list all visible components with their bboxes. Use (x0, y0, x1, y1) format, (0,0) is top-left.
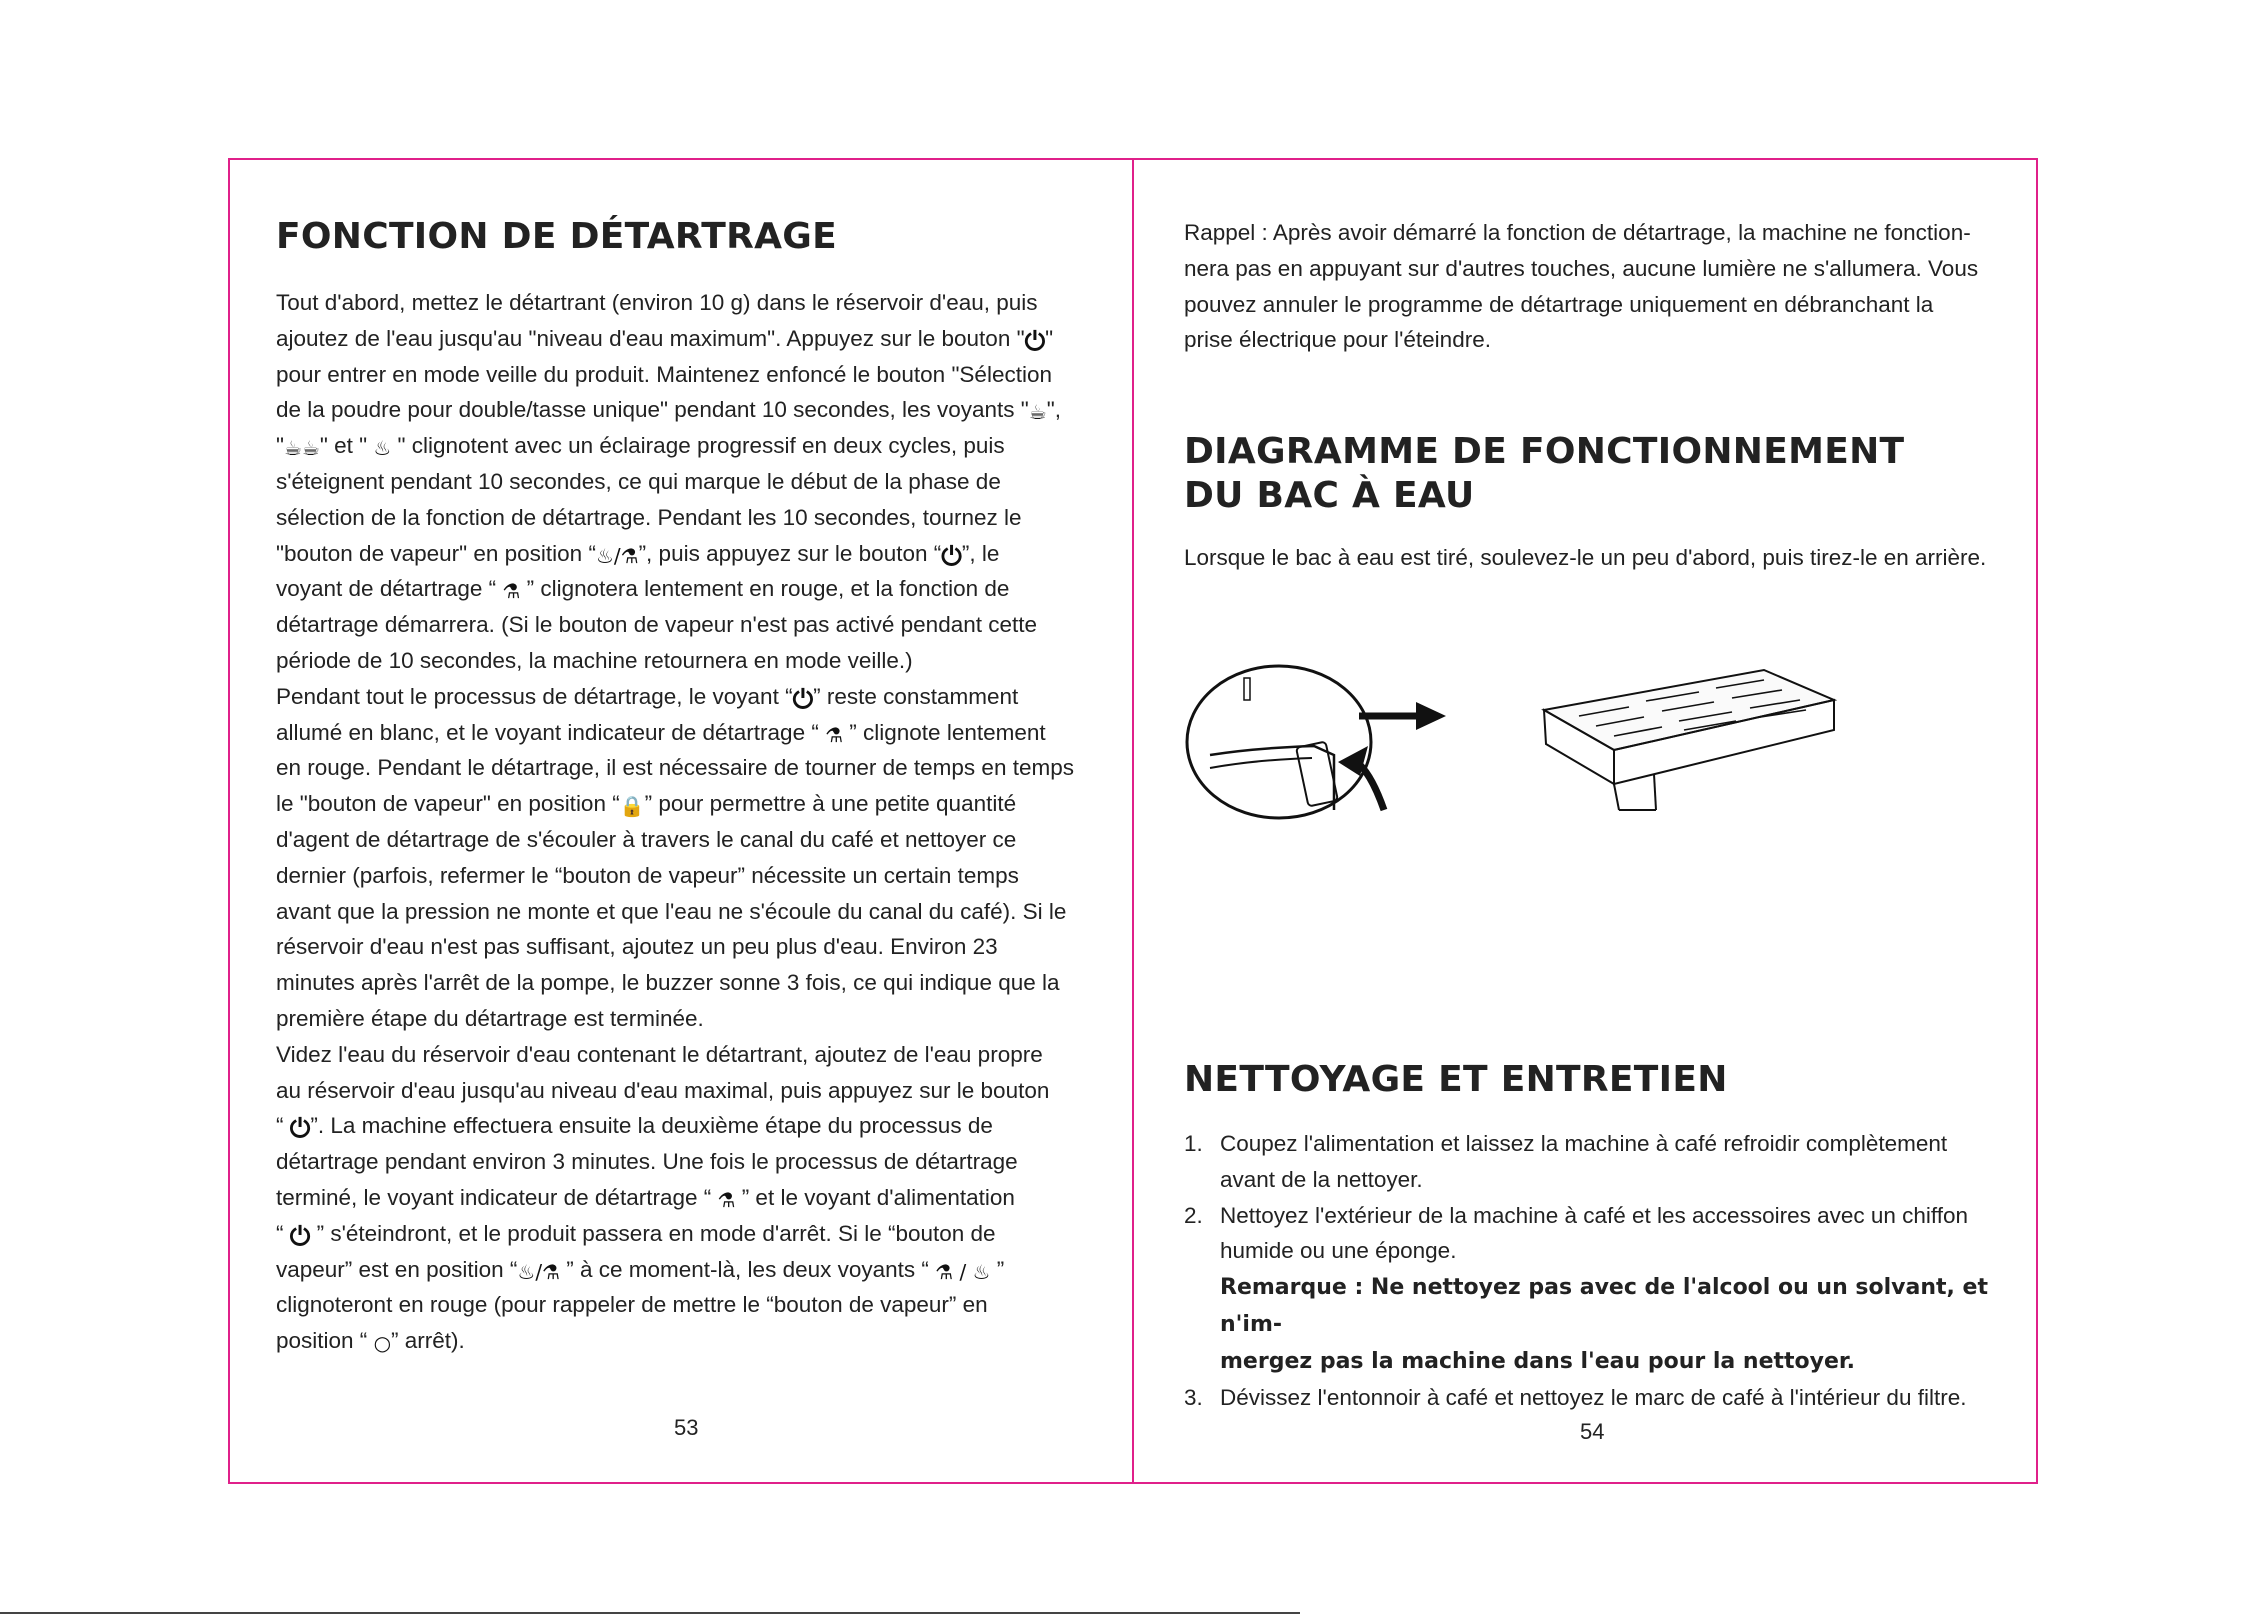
text-line (276, 1323, 1098, 1359)
text-line (276, 965, 1098, 1001)
text-segment: ” arrêt). (391, 1328, 465, 1354)
off-icon: ○ (373, 1331, 392, 1356)
text-line (276, 894, 1098, 930)
text-segment: “ (276, 1220, 290, 1246)
text-line (276, 357, 1098, 393)
text-line (276, 321, 1098, 357)
text-segment: allumé en blanc, et le voyant indicateur de détartrage “ (276, 719, 826, 745)
text-line (276, 786, 1098, 822)
text-segment: s'éteignent pendant 10 secondes, ce qui marque le début de la phase de (276, 468, 1001, 494)
text-line (276, 750, 1098, 786)
text-line (276, 428, 1098, 464)
right-page (1184, 215, 2014, 1415)
text-segment: ” s'éteindront, et le produit passera en mode d'arrêt. Si le “bouton de (310, 1220, 996, 1246)
page-divider (1132, 158, 1134, 1484)
water-tray-illustration (1184, 660, 2014, 880)
text-segment: terminé, le voyant indicateur de détartrage “ (276, 1184, 718, 1210)
text-line (276, 500, 1098, 536)
text-line (276, 571, 1098, 607)
text-segment: détartrage démarrera. (Si le bouton de vapeur n'est pas activé pendant cette (276, 612, 1038, 638)
single-cup-icon: ☕ (1028, 400, 1047, 425)
descale-steam-icon: ⚗ / ♨ (935, 1259, 991, 1284)
text-segment: ” et le voyant d'alimentation (735, 1184, 1015, 1210)
reminder-paragraph (1184, 215, 2014, 358)
text-segment: ", (1046, 397, 1061, 423)
text-segment: " (1045, 325, 1054, 351)
text-line (276, 822, 1098, 858)
descale-icon: ⚗ (825, 722, 844, 747)
text-segment: voyant de détartrage “ (276, 576, 503, 602)
cleaning-title: NETTOYAGE ET ENTRETIEN (1184, 1058, 1728, 1100)
text-line (276, 1073, 1098, 1109)
text-segment: ajoutez de l'eau jusqu'au "niveau d'eau maximum". Appuyez sur le bouton " (276, 325, 1025, 351)
power-icon: ⏻ (289, 1221, 311, 1252)
text-segment: ” (990, 1256, 1005, 1282)
reminder-line: pouvez annuler le programme de détartrage uniquement en débranchant la (1184, 291, 1934, 317)
text-segment: Videz l'eau du réservoir d'eau contenant le détartrant, ajoutez de l'eau propre (276, 1041, 1043, 1067)
text-segment: période de 10 secondes, la machine retournera en mode veille.) (276, 647, 913, 673)
text-line (276, 1216, 1098, 1252)
text-line (276, 643, 1098, 679)
descaling-instructions (276, 285, 1098, 1359)
text-segment: " et " (319, 433, 374, 459)
text-segment: d'agent de détartrage de s'écouler à travers le canal du café et nettoyer ce (276, 826, 1017, 852)
text-segment: le "bouton de vapeur" en position “ (276, 791, 620, 817)
power-icon: ⏻ (1024, 326, 1046, 357)
text-line (276, 392, 1098, 428)
cleaning-remark: Remarque : Ne nettoyez pas avec de l'alcool ou un solvant, et n'im- (1220, 1275, 1988, 1337)
page-number-left: 53 (674, 1415, 699, 1440)
power-icon: ⏻ (792, 684, 814, 715)
text-segment: pour entrer en mode veille du produit. Maintenez enfoncé le bouton "Sélection (276, 361, 1052, 387)
text-line (276, 285, 1098, 321)
text-segment: ” clignote lentement (843, 719, 1046, 745)
descale-icon: ⚗ (502, 579, 521, 604)
steam-descale-icon: ♨/⚗ (595, 543, 639, 568)
text-line (276, 1180, 1098, 1216)
list-item: 2. Nettoyez l'extérieur de la machine à café et les accessoires avec un chiffon humide ou une éponge. Remarque : Ne nettoyez pas avec de l'alcool ou un solvant, et n'im- mergez pas la machine dans l'eau pour la nettoyer. (1184, 1202, 1988, 1374)
text-segment: Pendant tout le processus de détartrage, le voyant “ (276, 683, 793, 709)
list-item: 3. Dévissez l'entonnoir à café et nettoyez le marc de café à l'intérieur du filtre. (1184, 1384, 1967, 1410)
water-tray-drawing (1184, 660, 2014, 860)
text-line (276, 1001, 1098, 1037)
descale-icon: ⚗ (717, 1187, 736, 1212)
reminder-line: Rappel : Après avoir démarré la fonction de détartrage, la machine ne fonction- (1184, 220, 1971, 245)
text-line (276, 858, 1098, 894)
text-segment: position “ (276, 1328, 374, 1354)
power-icon: ⏻ (289, 1114, 311, 1145)
cleaning-steps-list (1184, 1126, 2014, 1415)
text-segment: ” pour permettre à une petite quantité (644, 791, 1017, 817)
text-segment: réservoir d'eau n'est pas suffisant, ajoutez un peu plus d'eau. Environ 23 (276, 934, 998, 960)
text-segment: "bouton de vapeur" en position “ (276, 540, 596, 566)
lock-icon: 🔒 (619, 794, 645, 819)
text-segment: ”. La machine effectuera ensuite la deuxième étape du processus de (310, 1113, 993, 1139)
text-segment: " clignotent avec un éclairage progressif en deux cycles, puis (391, 433, 1005, 459)
text-segment: ” reste constamment (813, 683, 1019, 709)
reminder-line: nera pas en appuyant sur d'autres touches, aucune lumière ne s'allumera. Vous (1184, 255, 1979, 281)
power-icon: ⏻ (941, 541, 962, 572)
text-segment: détartrage pendant environ 3 minutes. Une fois le processus de détartrage (276, 1149, 1018, 1175)
list-item: 1. Coupez l'alimentation et laissez la machine à café refroidir complètement avant de la nettoyer. (1184, 1130, 1948, 1192)
text-line (276, 464, 1098, 500)
text-segment: ” clignotera lentement en rouge, et la fonction de (520, 576, 1010, 602)
text-line (276, 1037, 1098, 1073)
text-segment: ”, le (961, 540, 1000, 566)
text-segment: ”, puis appuyez sur le bouton “ (638, 540, 942, 566)
text-segment: minutes après l'arrêt de la pompe, le buzzer sonne 3 fois, ce qui indique que la (276, 970, 1060, 996)
cleaning-remark: mergez pas la machine dans l'eau pour la nettoyer. (1220, 1348, 1855, 1374)
steam-icon: ♨ (373, 436, 392, 461)
double-cup-icon: ☕☕ (284, 436, 320, 461)
text-line (276, 607, 1098, 643)
text-segment: dernier (parfois, refermer le “bouton de vapeur” nécessite un certain temps (276, 862, 1019, 888)
water-tray-description: Lorsque le bac à eau est tiré, soulevez-le un peu d'abord, puis tirez-le en arrière. (1184, 545, 1987, 571)
text-segment: avant que la pression ne monte et que l'eau ne s'écoule du canal du café). Si le (276, 898, 1067, 924)
left-page (276, 205, 1098, 1359)
text-line (276, 1144, 1098, 1180)
drip-tray-drawing (1544, 670, 1834, 810)
text-segment: vapeur” est en position “ (276, 1256, 518, 1282)
steam-descale-icon: ♨/⚗ (517, 1259, 560, 1284)
text-line (276, 536, 1098, 572)
text-segment: de la poudre pour double/tasse unique" pendant 10 secondes, les voyants " (276, 397, 1029, 423)
text-segment: première étape du détartrage est terminée. (276, 1005, 704, 1031)
text-segment: sélection de la fonction de détartrage. Pendant les 10 secondes, tournez le (276, 504, 1022, 530)
text-line (276, 929, 1098, 965)
text-line (276, 1108, 1098, 1144)
text-segment: " (276, 433, 284, 459)
page-number-right: 54 (1580, 1419, 1605, 1444)
reminder-line: prise électrique pour l'éteindre. (1184, 327, 1491, 353)
text-segment: clignoteront en rouge (pour rappeler de mettre le “bouton de vapeur” en (276, 1292, 988, 1318)
tray-lift-detail (1187, 666, 1371, 818)
text-segment: ” à ce moment-là, les deux voyants “ (560, 1256, 936, 1282)
water-tray-diagram-title: DIAGRAMME DE FONCTIONNEMENT DU BAC À EAU (1184, 431, 1905, 517)
text-line (276, 1252, 1098, 1288)
descaling-title: FONCTION DE DÉTARTRAGE (276, 216, 838, 257)
text-segment: au réservoir d'eau jusqu'au niveau d'eau maximal, puis appuyez sur le bouton (276, 1077, 1050, 1103)
text-segment: “ (276, 1113, 290, 1139)
text-segment: Tout d'abord, mettez le détartrant (environ 10 g) dans le réservoir d'eau, puis (276, 290, 1038, 315)
text-segment: en rouge. Pendant le détartrage, il est nécessaire de tourner de temps en temps (276, 755, 1074, 781)
arrow-right-icon (1359, 702, 1446, 730)
text-line (276, 679, 1098, 715)
text-line (276, 1287, 1098, 1323)
text-line (276, 715, 1098, 751)
